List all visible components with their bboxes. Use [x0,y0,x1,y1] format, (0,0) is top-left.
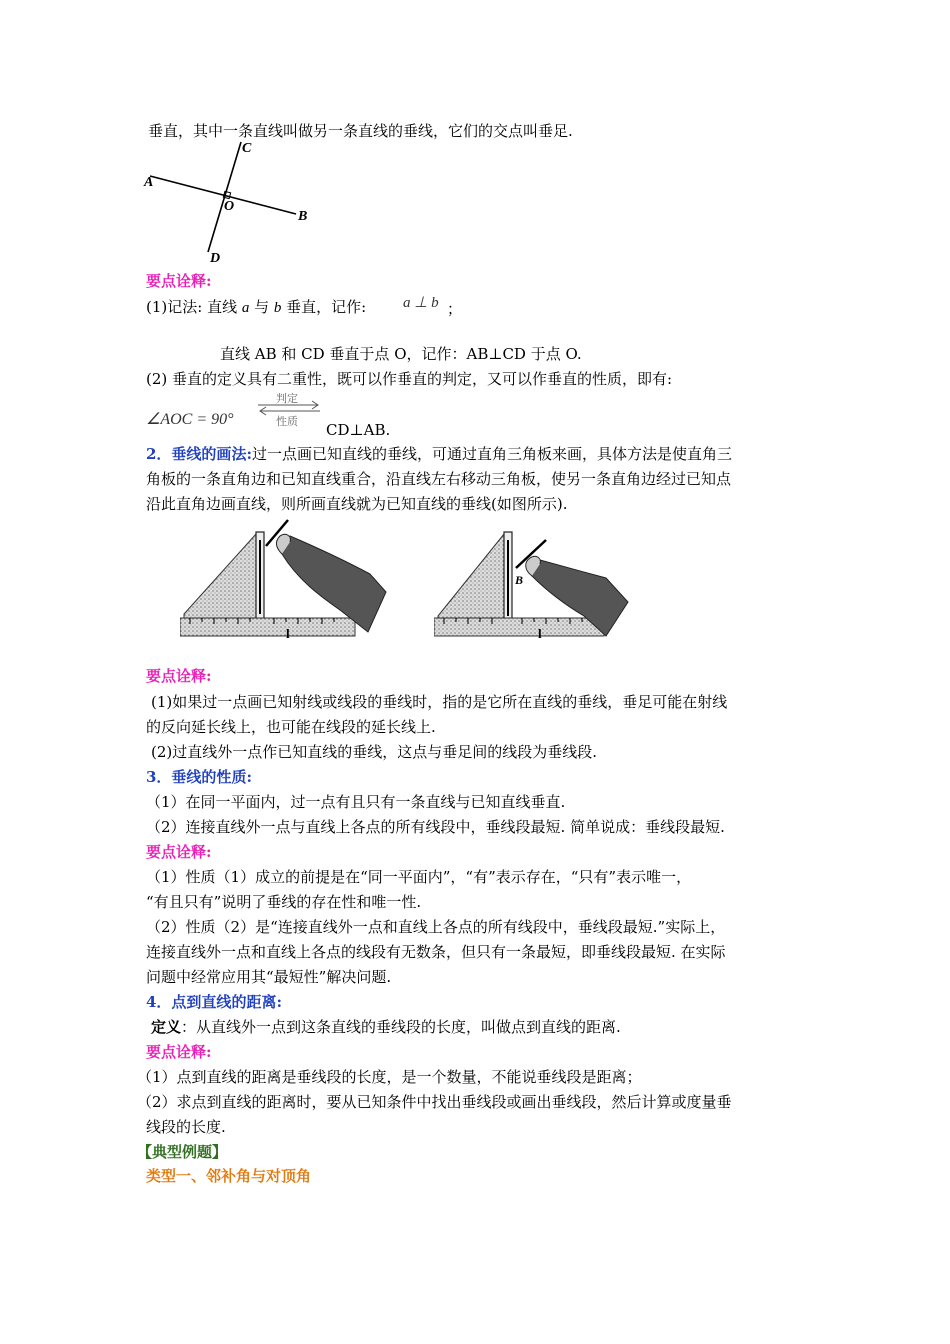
section2-line2: 角板的一条直角边和已知直线重合，沿直线左右移动三角板，使另一条直角边经过已知点 [146,470,732,488]
section3-item1: （1）在同一平面内，过一点有且只有一条直线与已知直线垂直. [146,793,566,811]
examples-heading: 【典型例题】 [137,1143,228,1161]
section3-heading: 3．垂线的性质: [146,768,252,786]
duality-text: (2) 垂直的定义具有二重性，既可以作垂直的判定，又可以作垂直的性质，即有: [146,370,673,388]
section4-note2a: （2）求点到直线的距离时，要从已知条件中找出垂线段或画出垂线段，然后计算或度量垂 [137,1093,732,1111]
note-title-2: 要点诠释: [146,667,212,685]
photo1-label-l: l [286,626,290,641]
definition-line [151,1017,621,1037]
intro-text: 垂直，其中一条直线叫做另一条直线的垂线，它们的交点叫垂足. [148,122,573,140]
perp-conclusion: CD⊥AB. [326,421,391,439]
section4-note2b: 线段的长度. [146,1118,226,1136]
notation-prefix: (1)记法: 直线 [146,298,242,316]
section2-note1a: (1)如果过一点画已知射线或线段的垂线时，指的是它所在直线的垂线，垂足可能在射线 [151,693,728,711]
var-b: b [273,300,282,316]
arrow-label-bottom: 性质 [276,415,298,428]
label-c: C [242,141,252,156]
arrow-label-top: 判定 [276,392,298,405]
section4-heading: 4．点到直线的距离: [146,993,282,1011]
set-square-photo-1 [180,514,390,644]
section2-heading: 2．垂线的画法: [146,445,252,463]
line-ab [150,176,296,214]
label-b: B [298,209,308,224]
photo2-label-b: B [515,573,524,587]
section3-note2c: 问题中经常应用其“最短性”解决问题. [146,968,392,986]
note-title-1: 要点诠释: [146,272,212,290]
label-o: O [224,199,235,214]
note-title-4: 要点诠释: [146,1043,212,1061]
photo2-label-l: l [538,626,542,641]
label-d: D [210,251,221,266]
notation-suffix: 垂直，记作: [281,298,367,316]
section4-note1: （1）点到直线的距离是垂线段的长度，是一个数量，不能说垂线段是距离； [137,1068,642,1086]
section2-text1: 过一点画已知直线的垂线，可通过直角三角板来画，具体方法是使直角三 [251,445,732,463]
label-a: A [144,175,154,190]
notation-mid: 与 [249,298,274,316]
perpendicular-lines-figure [138,138,328,268]
section3-note1a: （1）性质（1）成立的前提是在“同一平面内”，“有”表示存在，“只有”表示唯一， [146,868,692,886]
notation-item [146,297,366,318]
section2-note2: (2)过直线外一点作已知直线的垂线，这点与垂足间的线段为垂线段. [151,743,598,761]
semicolon: ； [447,300,463,318]
definition-label: 定义 [151,1018,182,1036]
notation-example: 直线 AB 和 CD 垂直于点 O，记作：AB⊥CD 于点 O. [220,345,582,363]
section3-note2b: 连接直线外一点和直线上各点的线段有无数条，但只有一条最短，即垂线段最短. 在实际 [146,943,726,961]
definition-text: ：从直线外一点到这条直线的垂线段的长度，叫做点到直线的距离. [181,1018,621,1036]
type1-heading: 类型一、邻补角与对顶角 [146,1167,312,1185]
perp-formula: a ⊥ b [403,295,439,311]
section3-note2a: （2）性质（2）是“连接直线外一点和直线上各点的所有线段中，垂线段最短.”实际上， [146,918,726,936]
angle-formula: ∠AOC = 90° [146,411,234,428]
var-a: a [241,300,250,316]
section3-item2: （2）连接直线外一点与直线上各点的所有线段中，垂线段最短. 简单说成：垂线段最短. [146,818,725,836]
section2-line1 [146,444,732,464]
note-title-3: 要点诠释: [146,843,212,861]
section2-note1b: 的反向延长线上，也可能在线段的延长线上. [146,718,436,736]
set-square-photo-2 [434,520,634,644]
section2-line3: 沿此直角边画直线，则所画直线就为已知直线的垂线(如图所示). [146,495,568,513]
section3-note1b: “有且只有”说明了垂线的存在性和唯一性. [146,893,422,911]
